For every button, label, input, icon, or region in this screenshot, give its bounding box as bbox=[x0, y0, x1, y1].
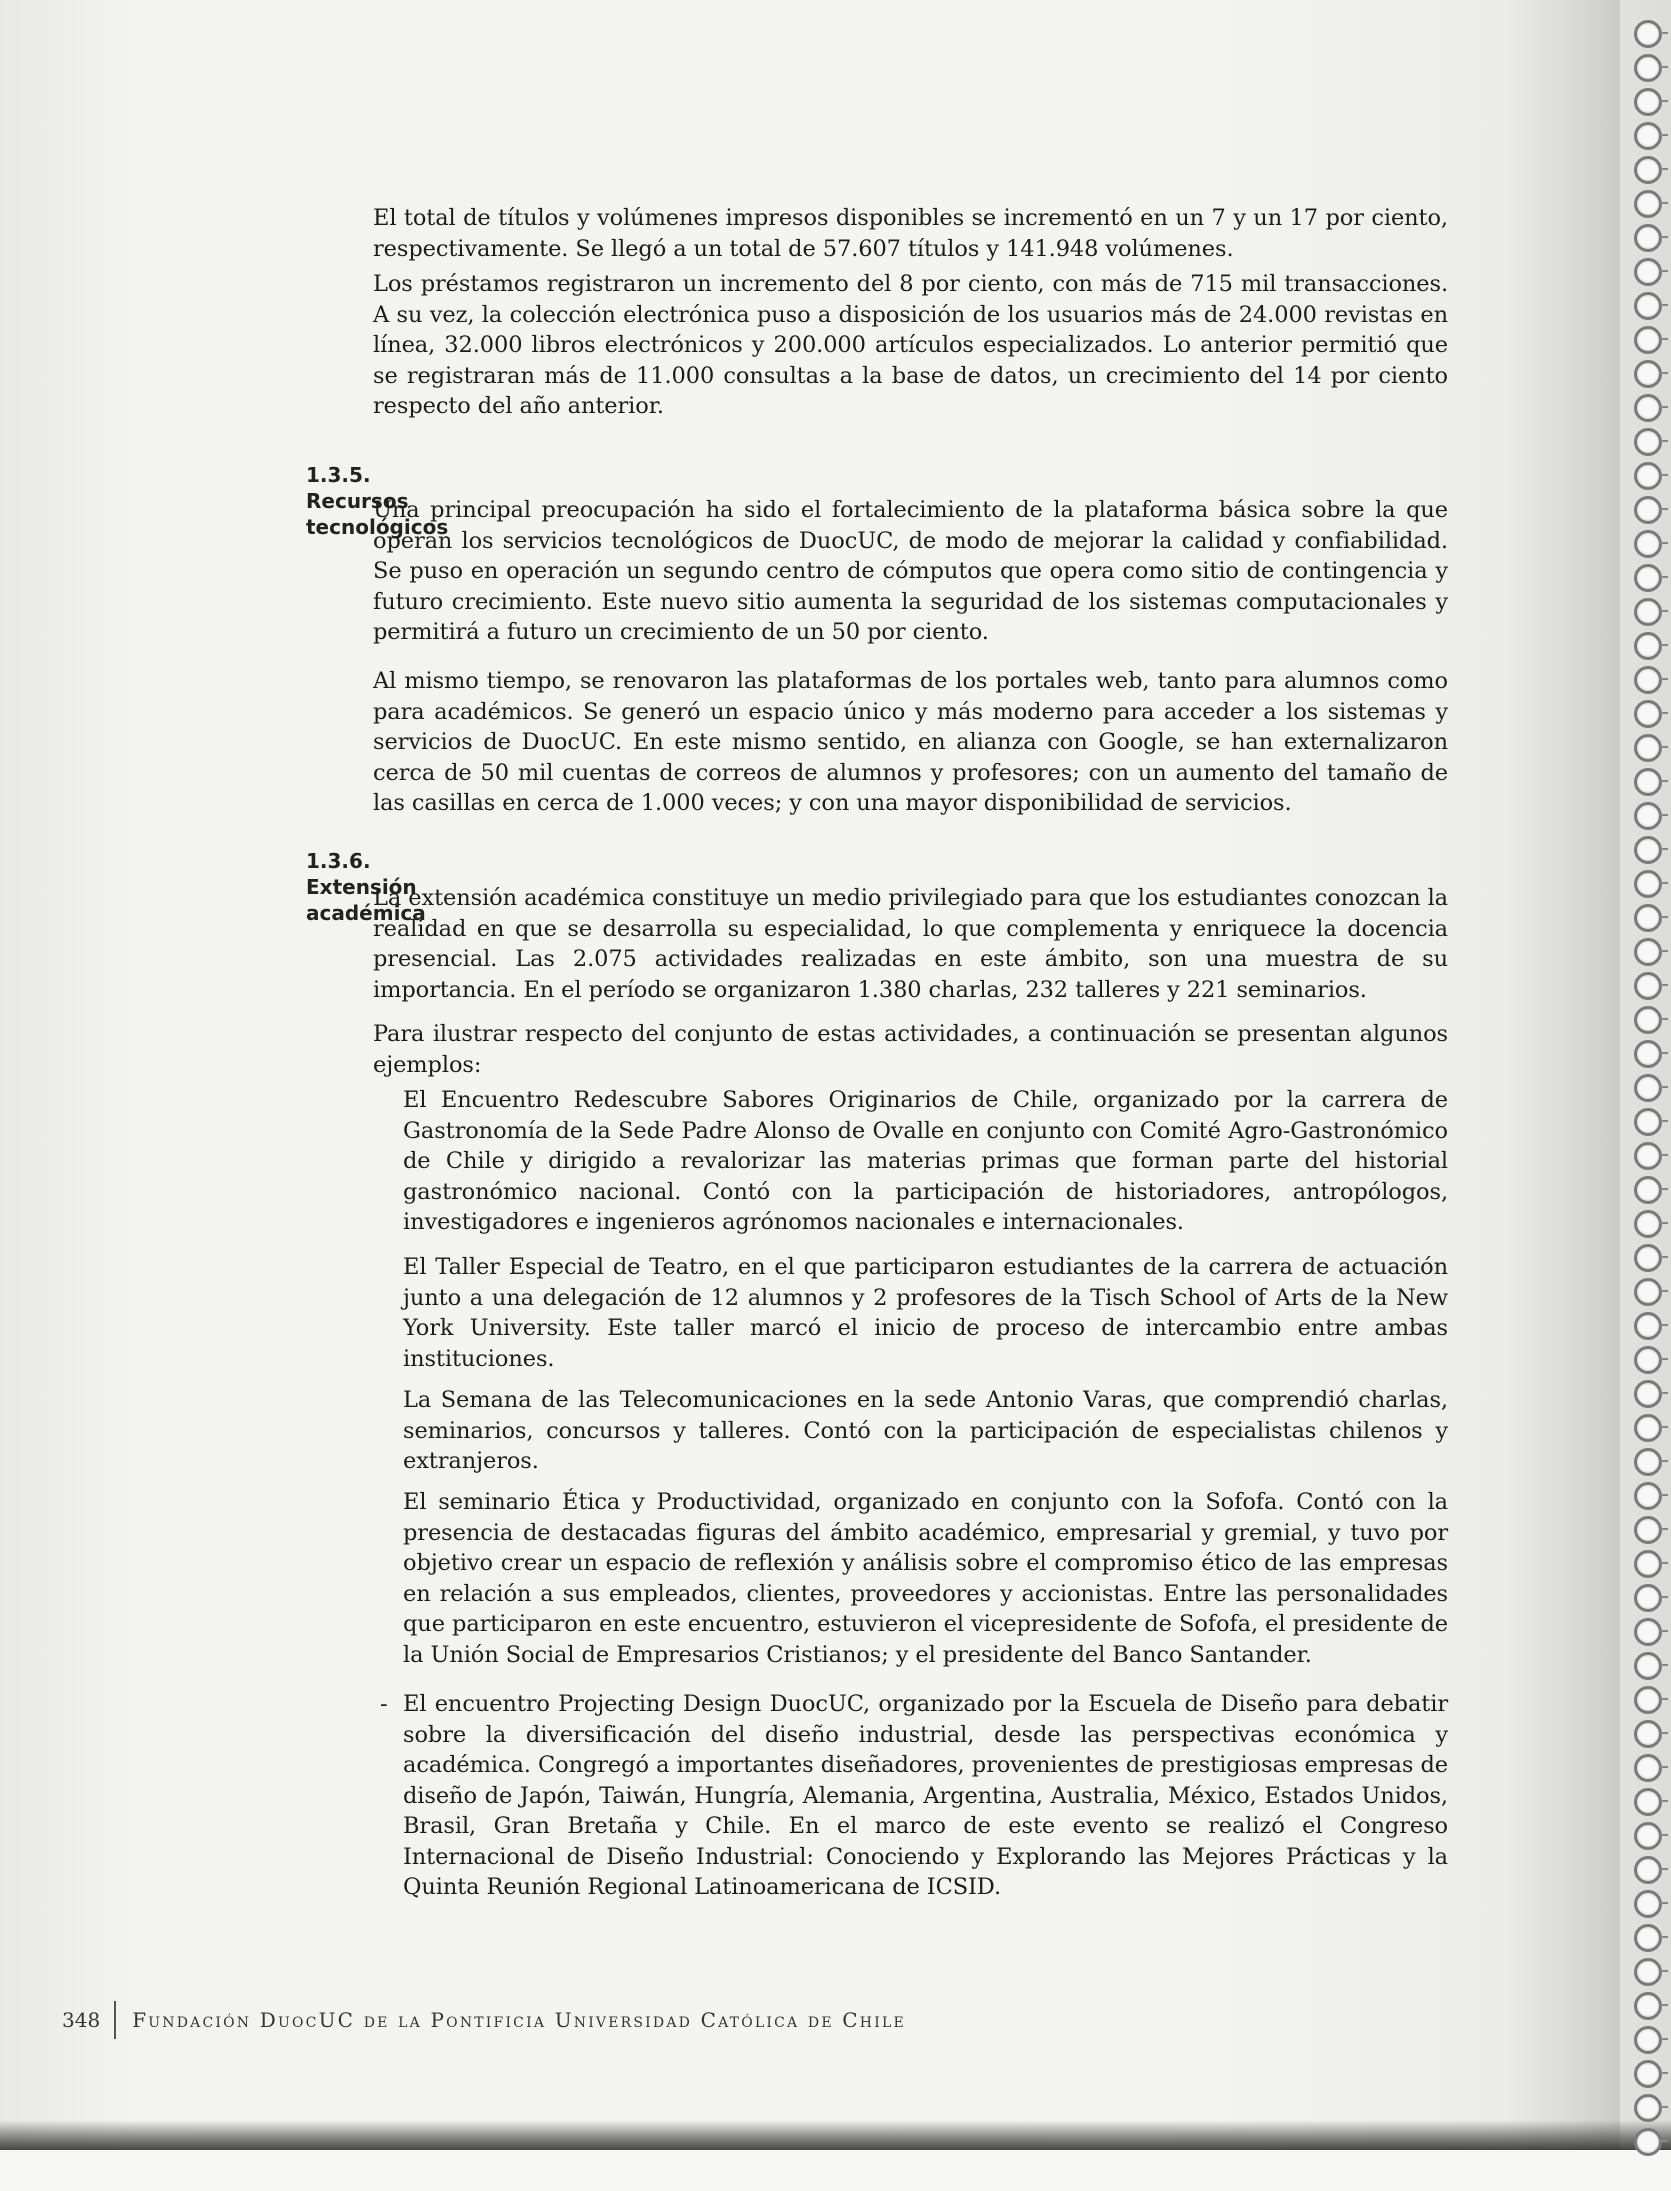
binding-hole bbox=[1634, 462, 1662, 490]
binding-hole bbox=[1634, 1448, 1662, 1476]
binding-hole bbox=[1634, 1176, 1662, 1204]
binding-hole bbox=[1634, 1822, 1662, 1850]
binding-hole bbox=[1634, 700, 1662, 728]
binding-wire bbox=[1660, 1188, 1668, 1190]
binding-hole bbox=[1634, 1992, 1662, 2020]
paragraph-extension: La extensión académica constituye un medio privilegiado para que los estudiantes conozcan la realidad en que se desarrolla su especialidad, lo que complementa y enriquece la docencia presencial. Las 2.075 actividades realizadas en este ámbito, son una muestra de su importancia. En el período se organizaron 1.380 charlas, 232 talleres y 221 seminarios. bbox=[373, 885, 1448, 1003]
binding-wire bbox=[1660, 202, 1668, 204]
binding-wire bbox=[1660, 780, 1668, 782]
binding-wire bbox=[1660, 1732, 1668, 1734]
example-item: El Taller Especial de Teatro, en el que participaron estudiantes de la carrera de actuación junto a una delegación de 12 alumnos y 2 profesores de la Tisch School of Arts de la New York University. Este taller marcó el inicio de proceso de intercambio entre ambas instituciones. bbox=[403, 1254, 1448, 1372]
binding-hole bbox=[1634, 666, 1662, 694]
binding-hole bbox=[1634, 938, 1662, 966]
binding-wire bbox=[1660, 1630, 1668, 1632]
binding-hole bbox=[1634, 1958, 1662, 1986]
binding-wire bbox=[1660, 1392, 1668, 1394]
page-bottom-shadow bbox=[0, 2120, 1671, 2150]
binding-wire bbox=[1660, 338, 1668, 340]
binding-hole bbox=[1634, 326, 1662, 354]
binding-hole bbox=[1634, 1924, 1662, 1952]
binding-hole bbox=[1634, 1346, 1662, 1374]
binding-wire bbox=[1660, 1800, 1668, 1802]
binding-wire bbox=[1660, 712, 1668, 714]
binding-wire bbox=[1660, 950, 1668, 952]
binding-wire bbox=[1660, 1936, 1668, 1938]
binding-hole bbox=[1634, 1856, 1662, 1884]
example-item: La Semana de las Telecomunicaciones en la sede Antonio Varas, que comprendió charlas, seminarios, concursos y talleres. Contó con la participación de especialistas chilenos y extranjeros. bbox=[403, 1387, 1448, 1474]
binding-hole bbox=[1634, 2128, 1662, 2156]
binding-hole bbox=[1634, 2026, 1662, 2054]
binding-wire bbox=[1660, 508, 1668, 510]
binding-wire bbox=[1660, 1868, 1668, 1870]
binding-hole bbox=[1634, 836, 1662, 864]
publication-title: Fundación DuocUC de la Pontificia Universidad Católica de Chile bbox=[132, 2008, 906, 2032]
binding-wire bbox=[1660, 1324, 1668, 1326]
section-title: Recursos tecnológicos bbox=[306, 489, 449, 539]
binding-hole bbox=[1634, 20, 1662, 48]
binding-hole bbox=[1634, 1482, 1662, 1510]
binding-wire bbox=[1660, 746, 1668, 748]
example-item: El Encuentro Redescubre Sabores Originarios de Chile, organizado por la carrera de Gastronomía de la Sede Padre Alonso de Ovalle en conjunto con Comité Agro-Gastronómico de Chile y dirigido a revalorizar las materias primas que forman parte del historial gastronómico nacional. Contó con la participación de historiadores, antropólogos, investigadores e ingenieros agrónomos nacionales e internacionales. bbox=[403, 1087, 1448, 1235]
binding-hole bbox=[1634, 1720, 1662, 1748]
binding-wire bbox=[1660, 1120, 1668, 1122]
binding-hole bbox=[1634, 1108, 1662, 1136]
binding-hole bbox=[1634, 1142, 1662, 1170]
binding-wire bbox=[1660, 848, 1668, 850]
binding-hole bbox=[1634, 156, 1662, 184]
binding-hole bbox=[1634, 292, 1662, 320]
binding-wire bbox=[1660, 304, 1668, 306]
binding-hole bbox=[1634, 1210, 1662, 1238]
binding-wire bbox=[1660, 1766, 1668, 1768]
binding-hole bbox=[1634, 1618, 1662, 1646]
binding-wire bbox=[1660, 1222, 1668, 1224]
binding-wire bbox=[1660, 1562, 1668, 1564]
binding-wire bbox=[1660, 1426, 1668, 1428]
paragraph-titles-volumes: El total de títulos y volúmenes impresos disponibles se incrementó en un 7 y un 17 por ciento, respectivamente. Se llegó a un total de 57.607 títulos y 141.948 volúmenes. bbox=[373, 205, 1448, 262]
binding-wire bbox=[1660, 1358, 1668, 1360]
binding-wire bbox=[1660, 1290, 1668, 1292]
binding-hole bbox=[1634, 870, 1662, 898]
binding-wire bbox=[1660, 168, 1668, 170]
binding-wire bbox=[1660, 882, 1668, 884]
spiral-binding bbox=[1630, 20, 1668, 2150]
binding-hole bbox=[1634, 394, 1662, 422]
binding-wire bbox=[1660, 610, 1668, 612]
binding-wire bbox=[1660, 100, 1668, 102]
binding-hole bbox=[1634, 1686, 1662, 1714]
paragraph-examples-intro: Para ilustrar respecto del conjunto de estas actividades, a continuación se presentan algunos ejemplos: bbox=[373, 1021, 1448, 1078]
binding-hole bbox=[1634, 360, 1662, 388]
binding-hole bbox=[1634, 734, 1662, 762]
binding-hole bbox=[1634, 258, 1662, 286]
binding-wire bbox=[1660, 2106, 1668, 2108]
binding-wire bbox=[1660, 32, 1668, 34]
binding-wire bbox=[1660, 1052, 1668, 1054]
binding-wire bbox=[1660, 1528, 1668, 1530]
binding-hole bbox=[1634, 1074, 1662, 1102]
binding-hole bbox=[1634, 564, 1662, 592]
binding-wire bbox=[1660, 2072, 1668, 2074]
bullet-dash: - bbox=[380, 1691, 388, 1717]
binding-wire bbox=[1660, 1256, 1668, 1258]
page-number: 348 bbox=[62, 2008, 101, 2032]
footer-divider bbox=[114, 2001, 116, 2039]
binding-hole bbox=[1634, 1550, 1662, 1578]
example-item: El seminario Ética y Productividad, organizado en conjunto con la Sofofa. Contó con la presencia de destacadas figuras del ámbito académico, empresarial y gremial, y tuvo por objetivo crear un espacio de reflexión y análisis sobre el compromiso ético de las empresas en relación a sus empleados, clientes, proveedores y accionistas. Entre las personalidades que participaron en este encuentro, estuvieron el vicepresidente de Sofofa, el presidente de la Unión Social de Empresarios Cristianos; y el presidente del Banco Santander. bbox=[403, 1489, 1448, 1668]
binding-hole bbox=[1634, 2094, 1662, 2122]
binding-hole bbox=[1634, 632, 1662, 660]
binding-wire bbox=[1660, 1086, 1668, 1088]
binding-wire bbox=[1660, 2038, 1668, 2040]
page-curl-shadow bbox=[1500, 0, 1620, 2151]
section-number: 1.3.6. bbox=[306, 849, 371, 873]
binding-wire bbox=[1660, 134, 1668, 136]
paragraph-portals: Al mismo tiempo, se renovaron las plataformas de los portales web, tanto para alumnos como para académicos. Se generó un espacio único y más moderno para acceder a los sistemas y servicios de DuocUC. En este mismo sentido, en alianza con Google, se han externalizaron cerca de 50 mil cuentas de correos de alumnos y profesores; con un aumento del tamaño de las casillas en cerca de 1.000 veces; y con una mayor disponibilidad de servicios. bbox=[373, 668, 1448, 816]
binding-wire bbox=[1660, 372, 1668, 374]
binding-hole bbox=[1634, 802, 1662, 830]
binding-hole bbox=[1634, 496, 1662, 524]
binding-hole bbox=[1634, 972, 1662, 1000]
binding-wire bbox=[1660, 406, 1668, 408]
binding-hole bbox=[1634, 1788, 1662, 1816]
binding-wire bbox=[1660, 66, 1668, 68]
binding-wire bbox=[1660, 2004, 1668, 2006]
binding-hole bbox=[1634, 598, 1662, 626]
binding-wire bbox=[1660, 270, 1668, 272]
binding-hole bbox=[1634, 1414, 1662, 1442]
binding-wire bbox=[1660, 678, 1668, 680]
page-footer bbox=[62, 2000, 906, 2040]
binding-hole bbox=[1634, 904, 1662, 932]
binding-hole bbox=[1634, 1278, 1662, 1306]
binding-wire bbox=[1660, 1698, 1668, 1700]
binding-hole bbox=[1634, 224, 1662, 252]
binding-hole bbox=[1634, 428, 1662, 456]
binding-hole bbox=[1634, 1516, 1662, 1544]
section-title: Extensión académica bbox=[306, 875, 426, 925]
binding-hole bbox=[1634, 1754, 1662, 1782]
paragraph-loans: Los préstamos registraron un incremento del 8 por ciento, con más de 715 mil transacciones. A su vez, la colección electrónica puso a disposición de los usuarios más de 24.000 revistas en línea, 32.000 libros electrónicos y 200.000 artículos especializados. Lo anterior permitió que se registraran más de 11.000 consultas a la base de datos, un crecimiento del 14 por ciento respecto del año anterior. bbox=[373, 271, 1448, 419]
scanner-bed bbox=[0, 2150, 1671, 2191]
binding-wire bbox=[1660, 814, 1668, 816]
binding-hole bbox=[1634, 1244, 1662, 1272]
binding-hole bbox=[1634, 1040, 1662, 1068]
binding-hole bbox=[1634, 122, 1662, 150]
binding-hole bbox=[1634, 1380, 1662, 1408]
binding-wire bbox=[1660, 644, 1668, 646]
example-item: El encuentro Projecting Design DuocUC, organizado por la Escuela de Diseño para debatir sobre la diversificación del diseño industrial, desde las perspectivas económica y académica. Congregó a importantes diseñadores, provenientes de prestigiosas empresas de diseño de Japón, Taiwán, Hungría, Alemania, Argentina, Australia, México, Estados Unidos, Brasil, Gran Bretaña y Chile. En el marco de este evento se realizó el Congreso Internacional de Diseño Industrial: Conociendo y Explorando las Mejores Prácticas y la Quinta Reunión Regional Latinoamericana de ICSID. bbox=[403, 1691, 1448, 1900]
binding-wire bbox=[1660, 236, 1668, 238]
binding-wire bbox=[1660, 1460, 1668, 1462]
binding-wire bbox=[1660, 1902, 1668, 1904]
binding-hole bbox=[1634, 1584, 1662, 1612]
binding-hole bbox=[1634, 190, 1662, 218]
binding-hole bbox=[1634, 1312, 1662, 1340]
binding-hole bbox=[1634, 1006, 1662, 1034]
binding-wire bbox=[1660, 542, 1668, 544]
binding-wire bbox=[1660, 984, 1668, 986]
binding-wire bbox=[1660, 1018, 1668, 1020]
binding-wire bbox=[1660, 916, 1668, 918]
binding-hole bbox=[1634, 1652, 1662, 1680]
binding-hole bbox=[1634, 530, 1662, 558]
binding-wire bbox=[1660, 2140, 1668, 2142]
binding-wire bbox=[1660, 1834, 1668, 1836]
binding-wire bbox=[1660, 1154, 1668, 1156]
binding-hole bbox=[1634, 768, 1662, 796]
paragraph-platform: Una principal preocupación ha sido el fortalecimiento de la plataforma básica sobre la que operan los servicios tecnológicos de DuocUC, de modo de mejorar la calidad y confiabilidad. Se puso en operación un segundo centro de cómputos que opera como sitio de contingencia y futuro crecimiento. Este nuevo sitio aumenta la seguridad de los sistemas computacionales y permitirá a futuro un crecimiento de un 50 por ciento. bbox=[373, 497, 1448, 645]
binding-wire bbox=[1660, 576, 1668, 578]
section-number: 1.3.5. bbox=[306, 463, 371, 487]
binding-hole bbox=[1634, 88, 1662, 116]
binding-hole bbox=[1634, 1890, 1662, 1918]
binding-wire bbox=[1660, 1494, 1668, 1496]
binding-hole bbox=[1634, 54, 1662, 82]
binding-hole bbox=[1634, 2060, 1662, 2088]
binding-wire bbox=[1660, 474, 1668, 476]
binding-wire bbox=[1660, 1596, 1668, 1598]
binding-wire bbox=[1660, 440, 1668, 442]
binding-wire bbox=[1660, 1970, 1668, 1972]
binding-wire bbox=[1660, 1664, 1668, 1666]
